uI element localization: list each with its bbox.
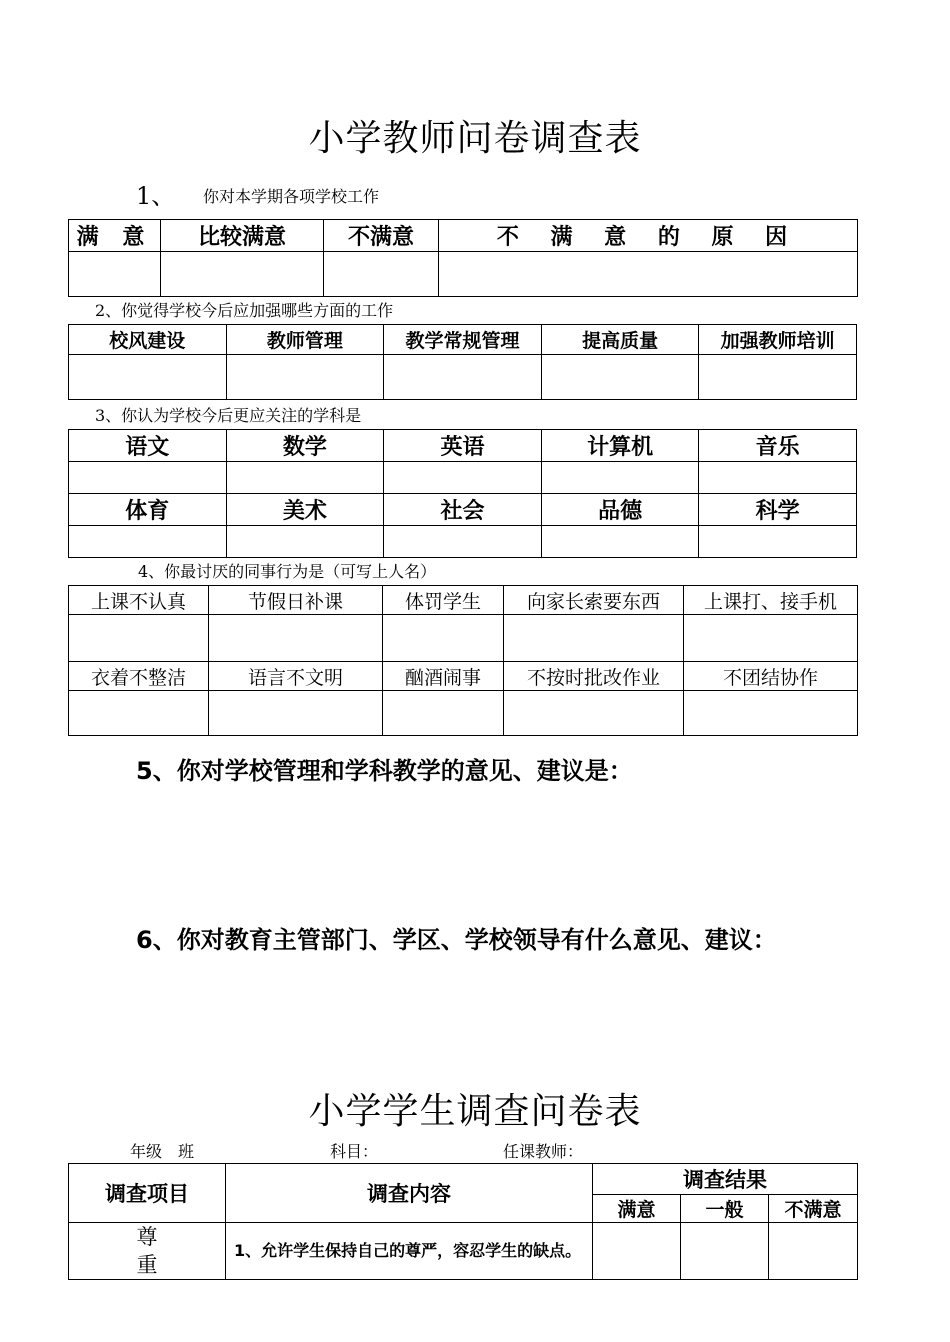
q4-behavior: 向家长索要东西	[504, 586, 684, 615]
q4-answer-cell[interactable]	[383, 691, 504, 736]
q2-header: 提高质量	[541, 325, 699, 355]
q4-answer-cell[interactable]	[504, 691, 684, 736]
q5-text: 5、你对学校管理和学科教学的意见、建议是：	[136, 757, 633, 785]
q1-answer-cell[interactable]	[439, 252, 858, 297]
q4-behavior: 节假日补课	[209, 586, 383, 615]
q6-text: 6、你对教育主管部门、学区、学校领导有什么意见、建议：	[136, 926, 777, 954]
q2-answer-cell[interactable]	[226, 355, 384, 400]
q2-answer-cell[interactable]	[384, 355, 542, 400]
result-cell-average[interactable]	[681, 1223, 769, 1280]
q3-answer-cell[interactable]	[699, 462, 857, 494]
q2-text: 2、你觉得学校今后应加强哪些方面的工作	[95, 301, 394, 320]
result-header: 不满意	[769, 1195, 858, 1223]
q2-header: 加强教师培训	[699, 325, 857, 355]
q3-subject: 品德	[541, 494, 699, 526]
q4-answer-cell[interactable]	[69, 691, 209, 736]
q4-behavior: 不团结协作	[684, 662, 858, 691]
result-cell-satisfied[interactable]	[593, 1223, 681, 1280]
q3-answer-cell[interactable]	[384, 526, 542, 558]
q3-answer-cell[interactable]	[541, 526, 699, 558]
q1-answer-cell[interactable]	[324, 252, 439, 297]
q1-answer-cell[interactable]	[69, 252, 161, 297]
result-header: 满意	[593, 1195, 681, 1223]
q4-answer-cell[interactable]	[209, 691, 383, 736]
q3-subject: 美术	[226, 494, 384, 526]
student-survey-table	[68, 1163, 858, 1280]
col-result-header: 调查结果	[593, 1164, 858, 1195]
result-cell-dissatisfied[interactable]	[769, 1223, 858, 1280]
col-content-header: 调查内容	[226, 1164, 593, 1223]
q1-table	[68, 219, 858, 297]
q3-answer-cell[interactable]	[226, 526, 384, 558]
q4-answer-cell[interactable]	[504, 615, 684, 662]
q4-behavior: 衣着不整洁	[69, 662, 209, 691]
q1-number: 1、	[136, 182, 176, 210]
q4-behavior: 上课打、接手机	[684, 586, 858, 615]
q3-subject: 音乐	[699, 430, 857, 462]
q1-header: 不满意	[324, 220, 439, 252]
q1-header: 不 满 意 的 原 因	[439, 220, 858, 252]
q2-answer-cell[interactable]	[699, 355, 857, 400]
q4-behavior: 体罚学生	[383, 586, 504, 615]
q3-answer-cell[interactable]	[541, 462, 699, 494]
q4-behavior: 不按时批改作业	[504, 662, 684, 691]
q3-answer-cell[interactable]	[384, 462, 542, 494]
q4-behavior: 语言不文明	[209, 662, 383, 691]
q3-subject: 数学	[226, 430, 384, 462]
q3-subject: 英语	[384, 430, 542, 462]
q1-header: 比较满意	[161, 220, 324, 252]
row-content: 1、允许学生保持自己的尊严，容忍学生的缺点。	[226, 1223, 593, 1280]
q3-answer-cell[interactable]	[69, 462, 227, 494]
q3-table	[68, 429, 857, 558]
q3-subject: 体育	[69, 494, 227, 526]
q3-text: 3、你认为学校今后更应关注的学科是	[95, 406, 362, 425]
q3-subject: 语文	[69, 430, 227, 462]
q3-answer-cell[interactable]	[699, 526, 857, 558]
q2-answer-cell[interactable]	[541, 355, 699, 400]
q4-text: 4、你最讨厌的同事行为是（可写上人名）	[138, 562, 437, 581]
q4-behavior: 上课不认真	[69, 586, 209, 615]
q4-answer-cell[interactable]	[209, 615, 383, 662]
q1-answer-cell[interactable]	[161, 252, 324, 297]
q4-behavior: 酗酒闹事	[383, 662, 504, 691]
grade-class-label: 年级 班	[130, 1142, 195, 1161]
q4-answer-cell[interactable]	[383, 615, 504, 662]
q4-table	[68, 585, 858, 736]
q4-answer-cell[interactable]	[684, 615, 858, 662]
q3-answer-cell[interactable]	[69, 526, 227, 558]
q3-answer-cell[interactable]	[226, 462, 384, 494]
result-header: 一般	[681, 1195, 769, 1223]
teacher-survey-title: 小学教师问卷调查表	[308, 118, 642, 159]
q4-answer-cell[interactable]	[684, 691, 858, 736]
q2-header: 校风建设	[69, 325, 227, 355]
q3-subject: 社会	[384, 494, 542, 526]
student-survey-title: 小学学生调查问卷表	[308, 1091, 642, 1132]
col-item-header: 调查项目	[69, 1164, 226, 1223]
q3-subject: 计算机	[541, 430, 699, 462]
row-item: 尊 重	[69, 1223, 226, 1280]
q2-header: 教师管理	[226, 325, 384, 355]
teacher-label: 任课教师：	[503, 1142, 584, 1161]
q2-header: 教学常规管理	[384, 325, 542, 355]
q2-answer-cell[interactable]	[69, 355, 227, 400]
q2-table	[68, 324, 857, 400]
q4-answer-cell[interactable]	[69, 615, 209, 662]
subject-label: 科目：	[330, 1142, 379, 1161]
q3-subject: 科学	[699, 494, 857, 526]
q1-header: 满 意	[69, 220, 161, 252]
q1-text: 你对本学期各项学校工作	[203, 187, 380, 206]
